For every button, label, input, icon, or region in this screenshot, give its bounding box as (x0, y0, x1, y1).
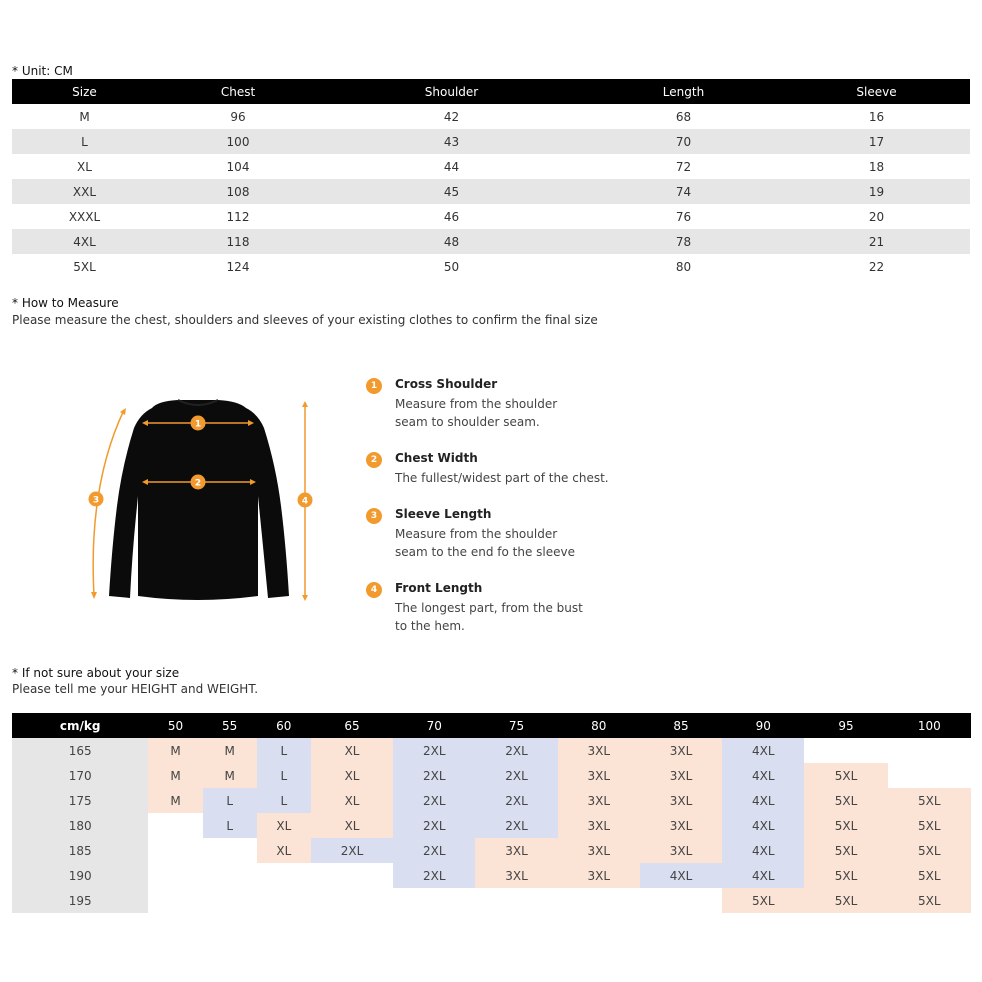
size-col-header: Shoulder (319, 79, 584, 104)
height-cell: 180 (12, 813, 148, 838)
size-cell: 2XL (475, 763, 557, 788)
size-cell (393, 888, 475, 913)
table-cell: 72 (675, 159, 692, 174)
size-cell: 4XL (722, 763, 804, 788)
height-cell: 175 (12, 788, 148, 813)
size-cell: XL (311, 738, 393, 763)
size-cell: M (148, 763, 202, 788)
svg-text:2: 2 (194, 478, 202, 489)
legend-desc: The longest part, from the bust to the hem. (395, 601, 583, 633)
size-cell: L (203, 788, 257, 813)
table-cell: 22 (868, 259, 885, 274)
table-cell: 19 (783, 179, 970, 204)
weight-header: 75 (475, 713, 557, 738)
size-cell: XL (311, 763, 393, 788)
size-cell: 4XL (640, 863, 722, 888)
size-cell (203, 838, 257, 863)
size-cell: 3XL (558, 863, 640, 888)
table-cell: 50 (443, 259, 460, 274)
size-cell: 5XL (804, 788, 887, 813)
size-cell: 3XL (558, 763, 640, 788)
size-cell: L (257, 788, 311, 813)
table-cell: 20 (868, 209, 885, 224)
size-cell: 2XL (393, 813, 475, 838)
size-cell (311, 863, 393, 888)
legend-title: Cross Shoulder (395, 377, 498, 391)
size-chart-table (12, 79, 970, 279)
size-cell: 3XL (640, 813, 722, 838)
table-cell: 70 (584, 129, 783, 154)
weight-header: 85 (640, 713, 722, 738)
table-row (12, 204, 970, 229)
size-cell (257, 888, 311, 913)
size-cell: 2XL (475, 813, 557, 838)
size-cell (558, 888, 640, 913)
table-row (12, 838, 971, 863)
table-cell: 76 (675, 209, 692, 224)
table-cell: 96 (230, 109, 246, 124)
table-cell: 80 (675, 259, 692, 274)
size-cell: 5XL (888, 888, 971, 913)
size-cell: XL (257, 813, 311, 838)
weight-header: 50 (148, 713, 202, 738)
weight-header: 80 (558, 713, 640, 738)
size-cell: 3XL (640, 763, 722, 788)
size-cell (148, 888, 202, 913)
size-col-header: Length (584, 79, 783, 104)
not-sure-title: * If not sure about your size (12, 666, 180, 680)
table-cell: 4XL (12, 229, 157, 254)
size-cell: M (203, 763, 257, 788)
table-cell: 108 (157, 179, 319, 204)
size-table-header (12, 79, 970, 104)
size-cell: 4XL (722, 788, 804, 813)
table-cell: 78 (584, 229, 783, 254)
svg-text:3: 3 (92, 495, 100, 506)
size-cell: 5XL (804, 813, 887, 838)
size-cell (888, 763, 971, 788)
svg-text:4: 4 (301, 496, 309, 507)
size-cell (311, 888, 393, 913)
size-cell (804, 738, 887, 763)
table-cell: 74 (584, 179, 783, 204)
size-cell: 2XL (393, 738, 475, 763)
table-row (12, 813, 971, 838)
size-cell: 5XL (804, 838, 887, 863)
table-cell: XL (77, 159, 92, 174)
size-cell: 5XL (804, 888, 887, 913)
size-cell: 4XL (722, 813, 804, 838)
table-cell: 16 (868, 109, 885, 124)
size-cell: 4XL (722, 738, 804, 763)
size-cell: L (203, 813, 257, 838)
size-cell: XL (311, 788, 393, 813)
size-cell: 2XL (393, 788, 475, 813)
size-col-header: Sleeve (783, 79, 970, 104)
table-cell: 104 (226, 159, 250, 174)
legend-title: Front Length (395, 581, 483, 595)
table-cell: 100 (157, 129, 319, 154)
size-cell: 3XL (558, 738, 640, 763)
size-cell: L (257, 763, 311, 788)
size-cell (148, 813, 202, 838)
weight-header: 90 (722, 713, 804, 738)
size-cell (148, 838, 202, 863)
size-cell: M (203, 738, 257, 763)
size-cell: 3XL (475, 863, 557, 888)
table-cell: 5XL (73, 259, 96, 274)
size-cell: 3XL (640, 838, 722, 863)
size-cell: 5XL (888, 838, 971, 863)
badge-4 (298, 493, 313, 508)
badge-2 (191, 475, 206, 490)
unit-label: * Unit: CM (12, 64, 73, 78)
size-cell: M (148, 738, 202, 763)
table-cell: 48 (319, 229, 584, 254)
table-cell: XXL (12, 179, 157, 204)
height-cell: 185 (12, 838, 148, 863)
table-cell: 112 (226, 209, 250, 224)
weight-header: 60 (257, 713, 311, 738)
table-cell: M (79, 109, 90, 124)
sweater-measure-diagram (78, 396, 328, 606)
table-cell: 44 (443, 159, 460, 174)
table-row (12, 129, 970, 154)
size-cell (475, 888, 557, 913)
legend-desc: Measure from the shoulder seam to the end fo the sleeve (395, 527, 576, 559)
table-cell: L (12, 129, 157, 154)
height-cell: 170 (12, 763, 148, 788)
weight-header: 100 (888, 713, 971, 738)
table-cell: 18 (868, 159, 885, 174)
not-sure-subtitle: Please tell me your HEIGHT and WEIGHT. (12, 682, 259, 696)
legend-desc: The fullest/widest part of the chest. (395, 471, 609, 485)
size-cell: 2XL (393, 838, 475, 863)
size-cell (148, 863, 202, 888)
size-col-header: Size (12, 79, 157, 104)
size-cell (888, 738, 971, 763)
size-cell: 5XL (888, 863, 971, 888)
legend-badge: 4 (366, 582, 382, 598)
table-row (12, 788, 971, 813)
size-cell: 3XL (558, 813, 640, 838)
size-cell: XL (311, 813, 393, 838)
size-recommendation-table (12, 713, 971, 913)
size-cell: 5XL (804, 763, 887, 788)
height-cell: 195 (12, 888, 148, 913)
size-cell: 5XL (888, 788, 971, 813)
size-cell: 2XL (393, 863, 475, 888)
size-cell: 5XL (888, 813, 971, 838)
size-cell: L (257, 738, 311, 763)
size-cell: XL (257, 838, 311, 863)
table-cell: XXXL (68, 209, 101, 224)
weight-header: 95 (804, 713, 887, 738)
table-row (12, 254, 970, 279)
table-cell: 43 (319, 129, 584, 154)
badge-3 (89, 492, 104, 507)
legend-title: Sleeve Length (395, 507, 492, 521)
table-row (12, 888, 971, 913)
badge-1 (191, 416, 206, 431)
table-row (12, 179, 970, 204)
size-cell (640, 888, 722, 913)
height-cell: 165 (12, 738, 148, 763)
how-to-measure-subtitle: Please measure the chest, shoulders and sleeves of your existing clothes to confirm the final size (12, 313, 598, 327)
size-cell: 2XL (475, 738, 557, 763)
size-cell: 3XL (640, 788, 722, 813)
table-cell: 21 (783, 229, 970, 254)
size-cell: 2XL (475, 788, 557, 813)
table-cell: 45 (319, 179, 584, 204)
how-to-measure-title: * How to Measure (12, 296, 119, 310)
rec-table-header (12, 713, 971, 738)
rec-corner-header: cm/kg (12, 713, 148, 738)
weight-header: 65 (311, 713, 393, 738)
size-cell: 2XL (393, 763, 475, 788)
table-row (12, 863, 971, 888)
table-cell: 118 (157, 229, 319, 254)
table-row (12, 738, 971, 763)
table-row (12, 154, 970, 179)
legend-badge: 2 (366, 452, 382, 468)
svg-text:1: 1 (194, 419, 202, 430)
size-cell: 4XL (722, 863, 804, 888)
table-row (12, 104, 970, 129)
table-cell: 17 (783, 129, 970, 154)
legend-title: Chest Width (395, 451, 478, 465)
table-cell: 124 (226, 259, 250, 274)
size-col-header: Chest (157, 79, 319, 104)
height-cell: 190 (12, 863, 148, 888)
size-cell (203, 888, 257, 913)
size-cell (257, 863, 311, 888)
table-row (12, 229, 970, 254)
size-cell: 5XL (722, 888, 804, 913)
weight-header: 55 (203, 713, 257, 738)
size-cell: 4XL (722, 838, 804, 863)
weight-header: 70 (393, 713, 475, 738)
size-cell: M (148, 788, 202, 813)
legend-desc: Measure from the shoulder seam to shoulder seam. (395, 397, 558, 429)
legend-badge: 1 (366, 378, 382, 394)
size-cell: 3XL (475, 838, 557, 863)
table-cell: 42 (443, 109, 460, 124)
table-cell: 68 (675, 109, 692, 124)
size-cell: 5XL (804, 863, 887, 888)
size-cell: 3XL (558, 788, 640, 813)
size-cell (203, 863, 257, 888)
table-cell: 46 (443, 209, 460, 224)
size-cell: 3XL (558, 838, 640, 863)
size-cell: 2XL (311, 838, 393, 863)
size-cell: 3XL (640, 738, 722, 763)
legend-badge: 3 (366, 508, 382, 524)
table-row (12, 763, 971, 788)
